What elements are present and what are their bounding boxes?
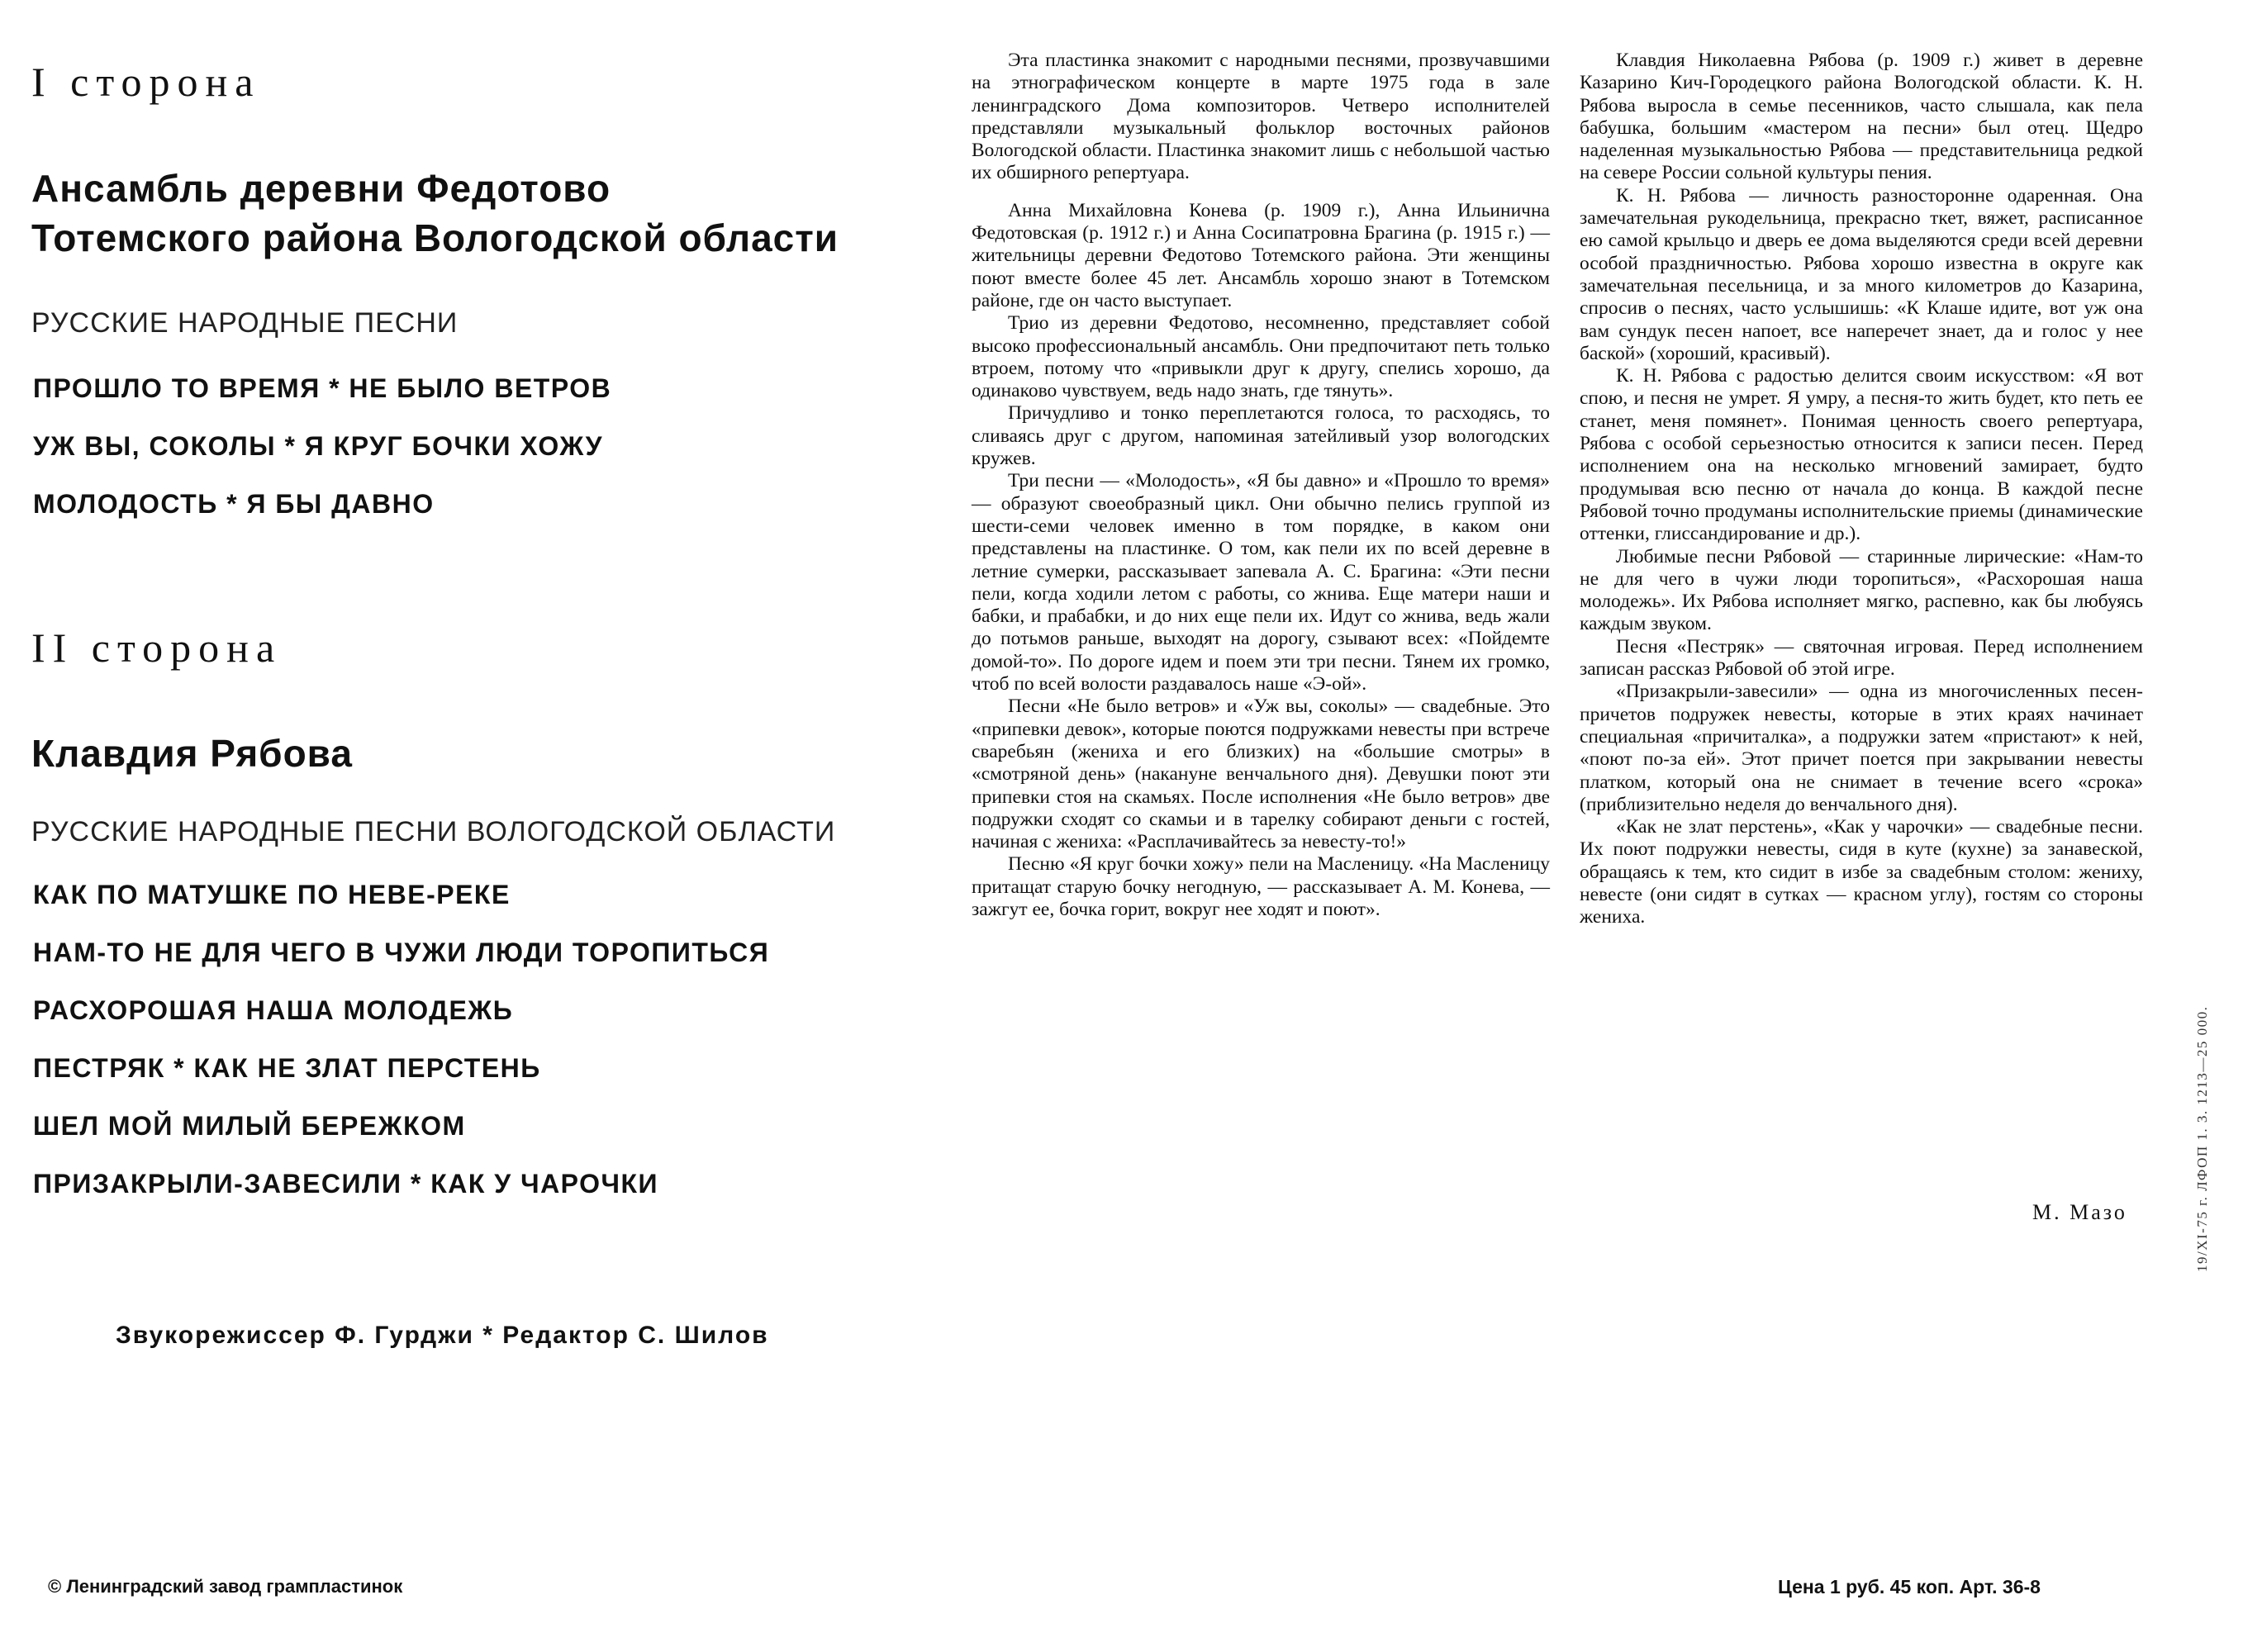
paragraph: Песню «Я круг бочки хожу» пели на Масленицу. «На Масленицу притащат старую бочку негодную, — рассказывает А. М. Конева, — зажгут ее, бочка горит, вокруг нее ходят и поют». xyxy=(972,853,1550,920)
side1-artist xyxy=(31,164,839,263)
liner-notes-column-1 xyxy=(972,50,1550,921)
price-line: Цена 1 руб. 45 коп. Арт. 36-8 xyxy=(1778,1576,2041,1597)
paragraph: К. Н. Рябова — личность разносторонне одаренная. Она замечательная рукодельница, прекрасно ткет, вяжет, расписанное ею самой крыльцо и дверь ее дома выделяются среди всей деревни особой праздничностью. Рябова хорошо известна в округе как замечательная песельница, и за много километров до Казарина, спросив о песнях, часто услышишь: «К Клаше идите, вот уж она вам сундук песен напоет, все наперечет знает, да и голос у нее баской» (хороший, красивый). xyxy=(1580,184,2143,364)
copyright-notice: © Ленинградский завод грампластинок xyxy=(48,1576,403,1597)
paragraph: Эта пластинка знакомит с народными песнями, прозвучавшими на этнографическом концерте в марте 1975 года в зале ленинградского Дома композиторов. Четверо исполнителей представляли музыкальный фольклор восточных районов Вологодской области. Пластинка знакомит лишь с небольшой частью их обширного репертуара. xyxy=(972,50,1550,184)
paragraph: Трио из деревни Федотово, несомненно, представляет собой высоко профессиональный ансамбль. Они предпочитают петь только втроем, потому что «привыкли друг к другу, спелись хорошо, да одинаково чувствуем, ведь надо знать, где тянуть». xyxy=(972,312,1550,402)
side1-artist-line2: Тотемского района Вологодской области xyxy=(31,216,839,259)
song-item: ПЕСТРЯК * КАК НЕ ЗЛАТ ПЕРСТЕНЬ xyxy=(33,1053,541,1083)
paragraph: Три песни — «Молодость», «Я бы давно» и «Прошло то время» — образуют своеобразный цикл. Они обычно пелись группой из шести-семи человек именно в том порядке, в каком они представлены на пластинке. О том, как пели их по всей деревне в летние сумерки, рассказывает запевала А. С. Брагина: «Эти песни пели, когда ходили летом с работы, со жнива. Еще матери наши и бабки, и прабабки, и до них еще пели их. Идут со жнива, ведь жали до потьмов раньше, выходят на дорогу, сзывают всех: «Пойдемте домой-то». По дороге идем и поем эти три песни. Тянем их громко, чтоб по всей волости раздавалось наше «Э-ой». xyxy=(972,470,1550,695)
song-item: ПРИЗАКРЫЛИ-ЗАВЕСИЛИ * КАК У ЧАРОЧКИ xyxy=(33,1169,658,1199)
song-item: НАМ-ТО НЕ ДЛЯ ЧЕГО В ЧУЖИ ЛЮДИ ТОРОПИТЬСЯ xyxy=(33,938,770,967)
paragraph: Клавдия Николаевна Рябова (р. 1909 г.) живет в деревне Казарино Кич-Городецкого района Вологодской области. К. Н. Рябова выросла в семье песенников, часто слышала, как пела бабушка, большим «мастером на песни» был отец. Щедро наделенная музыкальностью Рябова — представительница редкой на севере России сольной культуры пения. xyxy=(1580,50,2143,184)
song-item: КАК ПО МАТУШКЕ ПО НЕВЕ-РЕКЕ xyxy=(33,880,511,909)
paragraph: Песня «Пестряк» — святочная игровая. Перед исполнением записан рассказ Рябовой об этой игре. xyxy=(1580,635,2143,681)
credits-line: Звукорежиссер Ф. Гурджи * Редактор С. Шилов xyxy=(116,1322,769,1349)
song-item: УЖ ВЫ, СОКОЛЫ * Я КРУГ БОЧКИ ХОЖУ xyxy=(33,431,603,461)
song-item: ШЕЛ МОЙ МИЛЫЙ БЕРЕЖКОМ xyxy=(33,1111,466,1141)
side1-song-list xyxy=(33,368,611,541)
side1-artist-line1: Ансамбль деревни Федотово xyxy=(31,167,611,210)
side1-genre: РУССКИЕ НАРОДНЫЕ ПЕСНИ xyxy=(31,307,459,339)
print-code: 19/XI-75 г. ЛФОП 1. 3. 1213—25 000. xyxy=(2194,1005,2210,1272)
side2-title: II сторона xyxy=(31,624,283,671)
paragraph: «Призакрыли-завесили» — одна из многочисленных песен-причетов подружек невесты, которые в этих краях начинает специальная «причиталка», а подружки затем «пристают» к ней, «поют по-за ей». Этот причет поется при закрывании невесты платком, который она не снимает в течение всего «срока» (приблизительно неделя до венчального дня). xyxy=(1580,681,2143,815)
paragraph: «Как не злат перстень», «Как у чарочки» — свадебные песни. Их поют подружки невесты, сидя в куте (кухне) за занавеской, обращаясь к тем, кто сидит в избе за свадебным столом: жениху, невесте (они сидят в сутках — красном углу), гостям со стороны жениха. xyxy=(1580,816,2143,928)
paragraph: Песни «Не было ветров» и «Уж вы, соколы» — свадебные. Это «припевки девок», которые поются подружками невесты при встрече сваребьян (жениха и его близких) на «большие смотры» в «смотряной день» (накануне венчального дня). Девушки поют эти припевки стоя на скамьях. После исполнения «Не было ветров» две подружки сходят со скамьи и в тарелку собирают деньги с гостей, начиная с жениха: «Расплачивайтесь за невесту-то!» xyxy=(972,695,1550,853)
side2-genre: РУССКИЕ НАРОДНЫЕ ПЕСНИ ВОЛОГОДСКОЙ ОБЛАСТИ xyxy=(31,816,836,847)
paragraph: Причудливо и тонко переплетаются голоса, то расходясь, то сливаясь друг с другом, напоминая затейливый узор вологодских кружев. xyxy=(972,402,1550,470)
side1-title: I сторона xyxy=(31,59,261,105)
song-item: ПРОШЛО ТО ВРЕМЯ * НЕ БЫЛО ВЕТРОВ xyxy=(33,373,612,403)
notes-author: М. Мазо xyxy=(2032,1200,2127,1224)
side2-song-list xyxy=(33,874,769,1221)
paragraph: К. Н. Рябова с радостью делится своим искусством: «Я вот спою, и песня не умрет. Я умру, а песня-то жить будет, кто петь ее станет, меня помянет». Понимая ценность своего репертуара, Рябова с особой серьезностью относится к записи песен. Перед исполнением она на несколько мгновений замирает, будто продумывая всю песню от начала до конца. В каждой песне Рябовой точно продуманы исполнительские приемы (динамические оттенки, глиссандирование и др.). xyxy=(1580,365,2143,545)
paragraph: Любимые песни Рябовой — старинные лирические: «Нам-то не для чего в чужи люди торопиться», «Расхорошая наша молодежь». Их Рябова исполняет мягко, распевно, как бы любуясь каждым звуком. xyxy=(1580,545,2143,635)
liner-notes-column-2 xyxy=(1580,50,2143,929)
paragraph: Анна Михайловна Конева (р. 1909 г.), Анна Ильинична Федотовская (р. 1912 г.) и Анна Сосипатровна Брагина (р. 1915 г.) — жительницы деревни Федотово Тотемского района. Эти женщины поют вместе более 45 лет. Ансамбль хорошо знают в Тотемском районе, где он часто выступает. xyxy=(972,199,1550,311)
side2-artist: Клавдия Рябова xyxy=(31,732,353,775)
song-item: МОЛОДОСТЬ * Я БЫ ДАВНО xyxy=(33,489,435,519)
song-item: РАСХОРОШАЯ НАША МОЛОДЕЖЬ xyxy=(33,995,514,1025)
